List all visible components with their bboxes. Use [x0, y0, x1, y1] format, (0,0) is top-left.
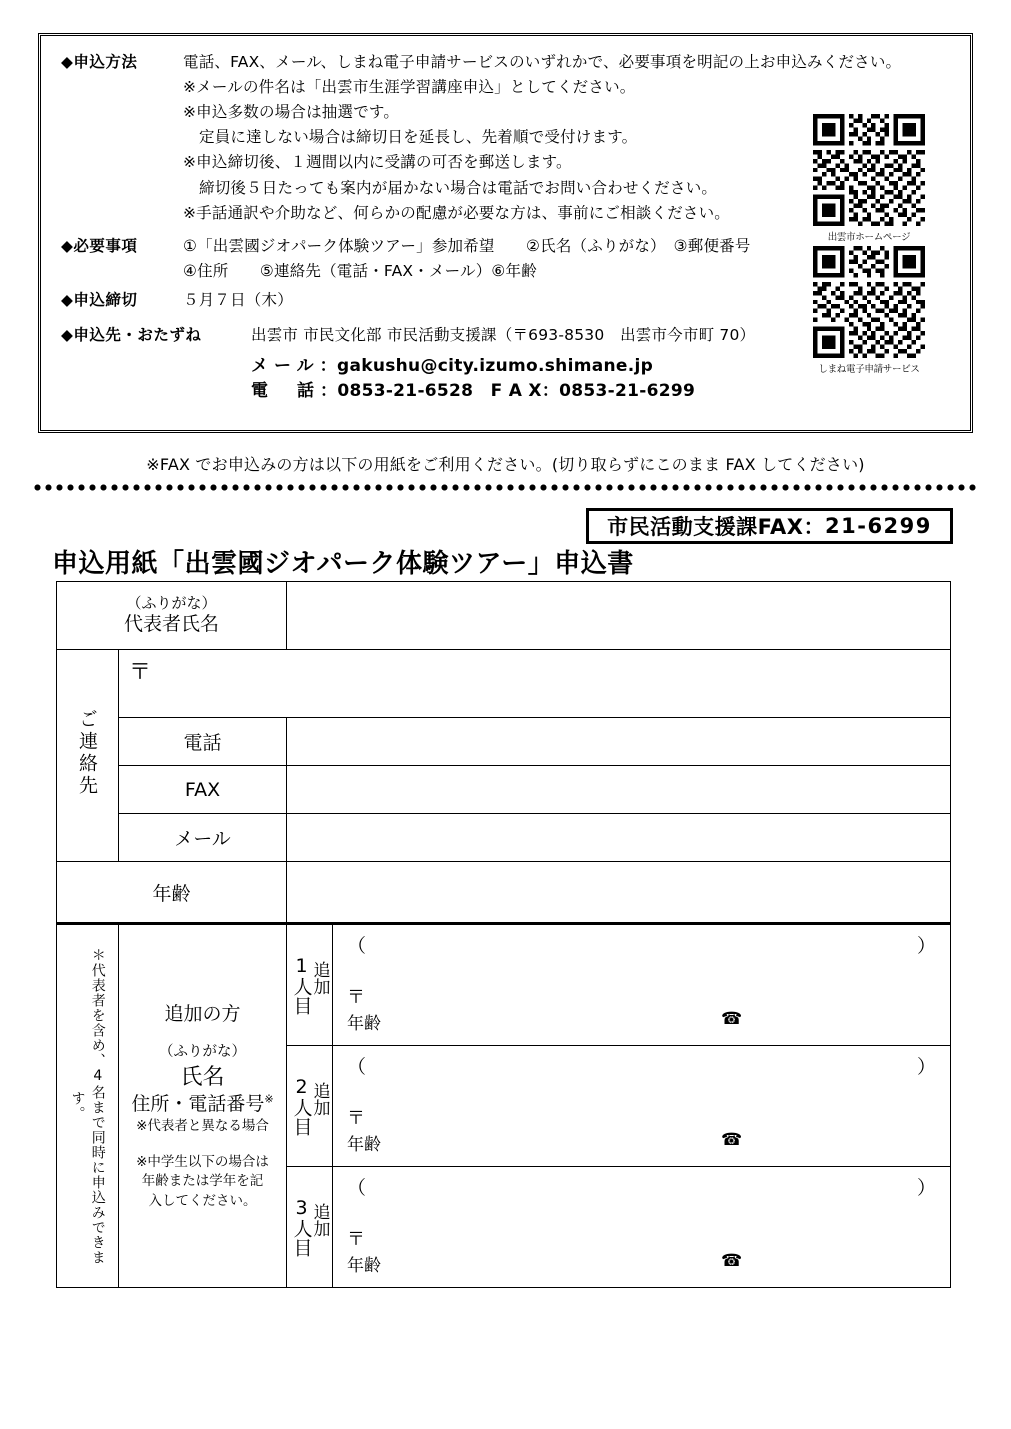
qr-code-eservice-wrapper [813, 246, 925, 375]
additional-furigana: （ふりがな） [159, 1044, 246, 1061]
additional-person-2-ordinal-cell [287, 1046, 333, 1167]
application-method-line-4: 定員に達しない場合は締切日を延長し、先着順で受付けます。 [199, 128, 638, 147]
table-row-additional-person-1 [57, 924, 951, 1046]
contact-tel-fax-line: 電 話：0853-21-6528 F A X：0853-21-6299 [251, 380, 696, 401]
contact-tel-label: 電 話 [251, 380, 320, 401]
contact-fax-value: 0853-21-6299 [559, 380, 696, 401]
cut-here-dotted-line [34, 484, 978, 491]
fax-label-cell: FAX [119, 766, 287, 814]
additional-person-3-ordinal: 3人目 [290, 1197, 313, 1257]
contact-fax-label: F A X [490, 380, 542, 401]
additional-person-3-paren-right: ） [917, 1177, 937, 1199]
additional-person-2-input-cell[interactable] [333, 1046, 951, 1167]
table-row-representative-name [57, 582, 951, 650]
additional-person-1-ordinal: 1人目 [290, 955, 313, 1015]
fax-number-box [586, 508, 953, 544]
additional-side-note-text: ＊代表者を含め、4名まで同時に申込みできます。 [69, 947, 106, 1265]
contact-label: ◆申込先・おたずね [61, 326, 202, 345]
additional-person-1-age-label: 年齢 [347, 1014, 382, 1034]
application-method-label: ◆申込方法 [61, 53, 138, 71]
requirements-line-1: ①「出雲國ジオパーク体験ツアー」参加希望 ②氏名（ふりがな） ③郵便番号 [183, 236, 751, 255]
postal-code-symbol: 〒 [129, 660, 152, 685]
rep-name-furigana-label: （ふりがな） [126, 594, 217, 613]
additional-note-1: ※代表者と異なる場合 [136, 1118, 269, 1135]
additional-header-note-cell [119, 924, 287, 1288]
fax-notice-text: ※FAX でお申込みの方は以下の用紙をご利用ください。(切り取らずにこのまま FAX してください) [146, 455, 865, 474]
age-label-cell: 年齢 [57, 862, 287, 924]
qr-code-homepage-caption: 出雲市ホームページ [827, 232, 911, 243]
telephone-icon: ☎ [721, 1251, 743, 1271]
additional-note-2-line-3: 入してください。 [148, 1192, 257, 1209]
telephone-icon: ☎ [721, 1130, 743, 1150]
fax-box-dept: 市民活動支援課 [607, 515, 758, 539]
additional-person-3-age-label: 年齢 [347, 1256, 382, 1276]
application-method-line-6: 締切後５日たっても案内が届かない場合は電話でお問い合わせください。 [199, 178, 718, 197]
additional-side-note-cell [57, 924, 119, 1288]
additional-note-2-line-2: 年齢または学年を記 [141, 1173, 264, 1190]
additional-note-2-line-1: ※中学生以下の場合は [136, 1153, 269, 1170]
contact-address: 出雲市 市民文化部 市民活動支援課（〒693-8530 出雲市今市町 70） [251, 326, 756, 345]
additional-person-1-paren-right: ） [917, 935, 937, 957]
rep-name-input-cell[interactable] [287, 582, 951, 650]
application-info-box [38, 33, 973, 433]
additional-person-1-postal-symbol: 〒 [347, 987, 366, 1008]
qr-code-eservice-caption: しまね電子申請サービス [818, 364, 920, 375]
postal-address-input-cell[interactable] [119, 650, 951, 718]
contact-mail-value: gakushu@city.izumo.shimane.jp [336, 356, 654, 377]
table-row-mail [57, 814, 951, 862]
qr-code-icon [813, 114, 925, 226]
additional-person-3-tag: 追加 [309, 1203, 330, 1237]
deadline-value: ５月７日（木） [183, 290, 293, 309]
table-row-fax [57, 766, 951, 814]
fax-input-cell[interactable] [287, 766, 951, 814]
additional-person-1-input-cell[interactable] [333, 924, 951, 1046]
additional-person-3-input-cell[interactable] [333, 1167, 951, 1288]
application-method-line-7: ※手話通訳や介助など、何らかの配慮が必要な方は、事前にご相談ください。 [183, 203, 730, 222]
tel-label-cell: 電話 [119, 718, 287, 766]
fax-box-number: 21-6299 [825, 514, 932, 538]
fax-box-label: FAX： [757, 515, 825, 539]
contact-group-label: ご連絡先 [76, 709, 98, 797]
application-method-line-3: ※申込多数の場合は抽選です。 [183, 103, 400, 122]
qr-code-homepage-wrapper [813, 114, 925, 243]
additional-person-3-postal-symbol: 〒 [347, 1229, 366, 1250]
mail-input-cell[interactable] [287, 814, 951, 862]
additional-person-2-paren-right: ） [917, 1056, 937, 1078]
age-input-cell[interactable] [287, 862, 951, 924]
application-method-line-1: 電話、FAX、メール、しまね電子申請サービスのいずれかで、必要事項を明記の上お申込みください。 [183, 53, 902, 71]
rep-name-label-cell [57, 582, 287, 650]
application-form-table [56, 581, 951, 1288]
requirements-label: ◆必要事項 [61, 236, 138, 255]
mail-label-cell: メール [119, 814, 287, 862]
contact-mail-label: メール [251, 356, 320, 377]
requirements-line-2: ④住所 ⑤連絡先（電話・FAX・メール）⑥年齢 [183, 261, 537, 280]
contact-group-label-cell [57, 650, 119, 862]
additional-person-2-ordinal: 2人目 [290, 1076, 313, 1136]
application-method-line-2: ※メールの件名は「出雲市生涯学習講座申込」としてください。 [183, 78, 636, 97]
rep-name-label: 代表者氏名 [124, 613, 220, 635]
contact-mail-line: メール：gakushu@city.izumo.shimane.jp [251, 356, 654, 377]
form-title: 申込用紙「出雲國ジオパーク体験ツアー」申込書 [52, 549, 634, 579]
deadline-label: ◆申込締切 [61, 290, 138, 309]
additional-addr-tel-label: 住所・電話番号 [131, 1093, 265, 1116]
additional-header: 追加の方 [164, 1002, 241, 1025]
additional-name-label: 氏名 [180, 1064, 225, 1090]
additional-addr-tel-mark: ※ [264, 1093, 274, 1107]
additional-person-3-ordinal-cell [287, 1167, 333, 1288]
application-method-line-5: ※申込締切後、１週間以内に受講の可否を郵送します。 [183, 153, 572, 172]
table-row-postal-address [57, 650, 951, 718]
additional-person-1-paren-left: （ [347, 935, 367, 957]
qr-code-icon [813, 246, 925, 358]
additional-person-2-paren-left: （ [347, 1056, 367, 1078]
table-row-age [57, 862, 951, 924]
additional-person-2-tag: 追加 [309, 1082, 330, 1116]
additional-person-1-ordinal-cell [287, 924, 333, 1046]
additional-person-2-age-label: 年齢 [347, 1135, 382, 1155]
tel-input-cell[interactable] [287, 718, 951, 766]
telephone-icon: ☎ [721, 1009, 743, 1029]
table-row-tel [57, 718, 951, 766]
additional-person-3-paren-left: （ [347, 1177, 367, 1199]
additional-person-1-tag: 追加 [309, 961, 330, 995]
additional-person-2-postal-symbol: 〒 [347, 1108, 366, 1129]
contact-tel-value: 0853-21-6528 [337, 380, 474, 401]
